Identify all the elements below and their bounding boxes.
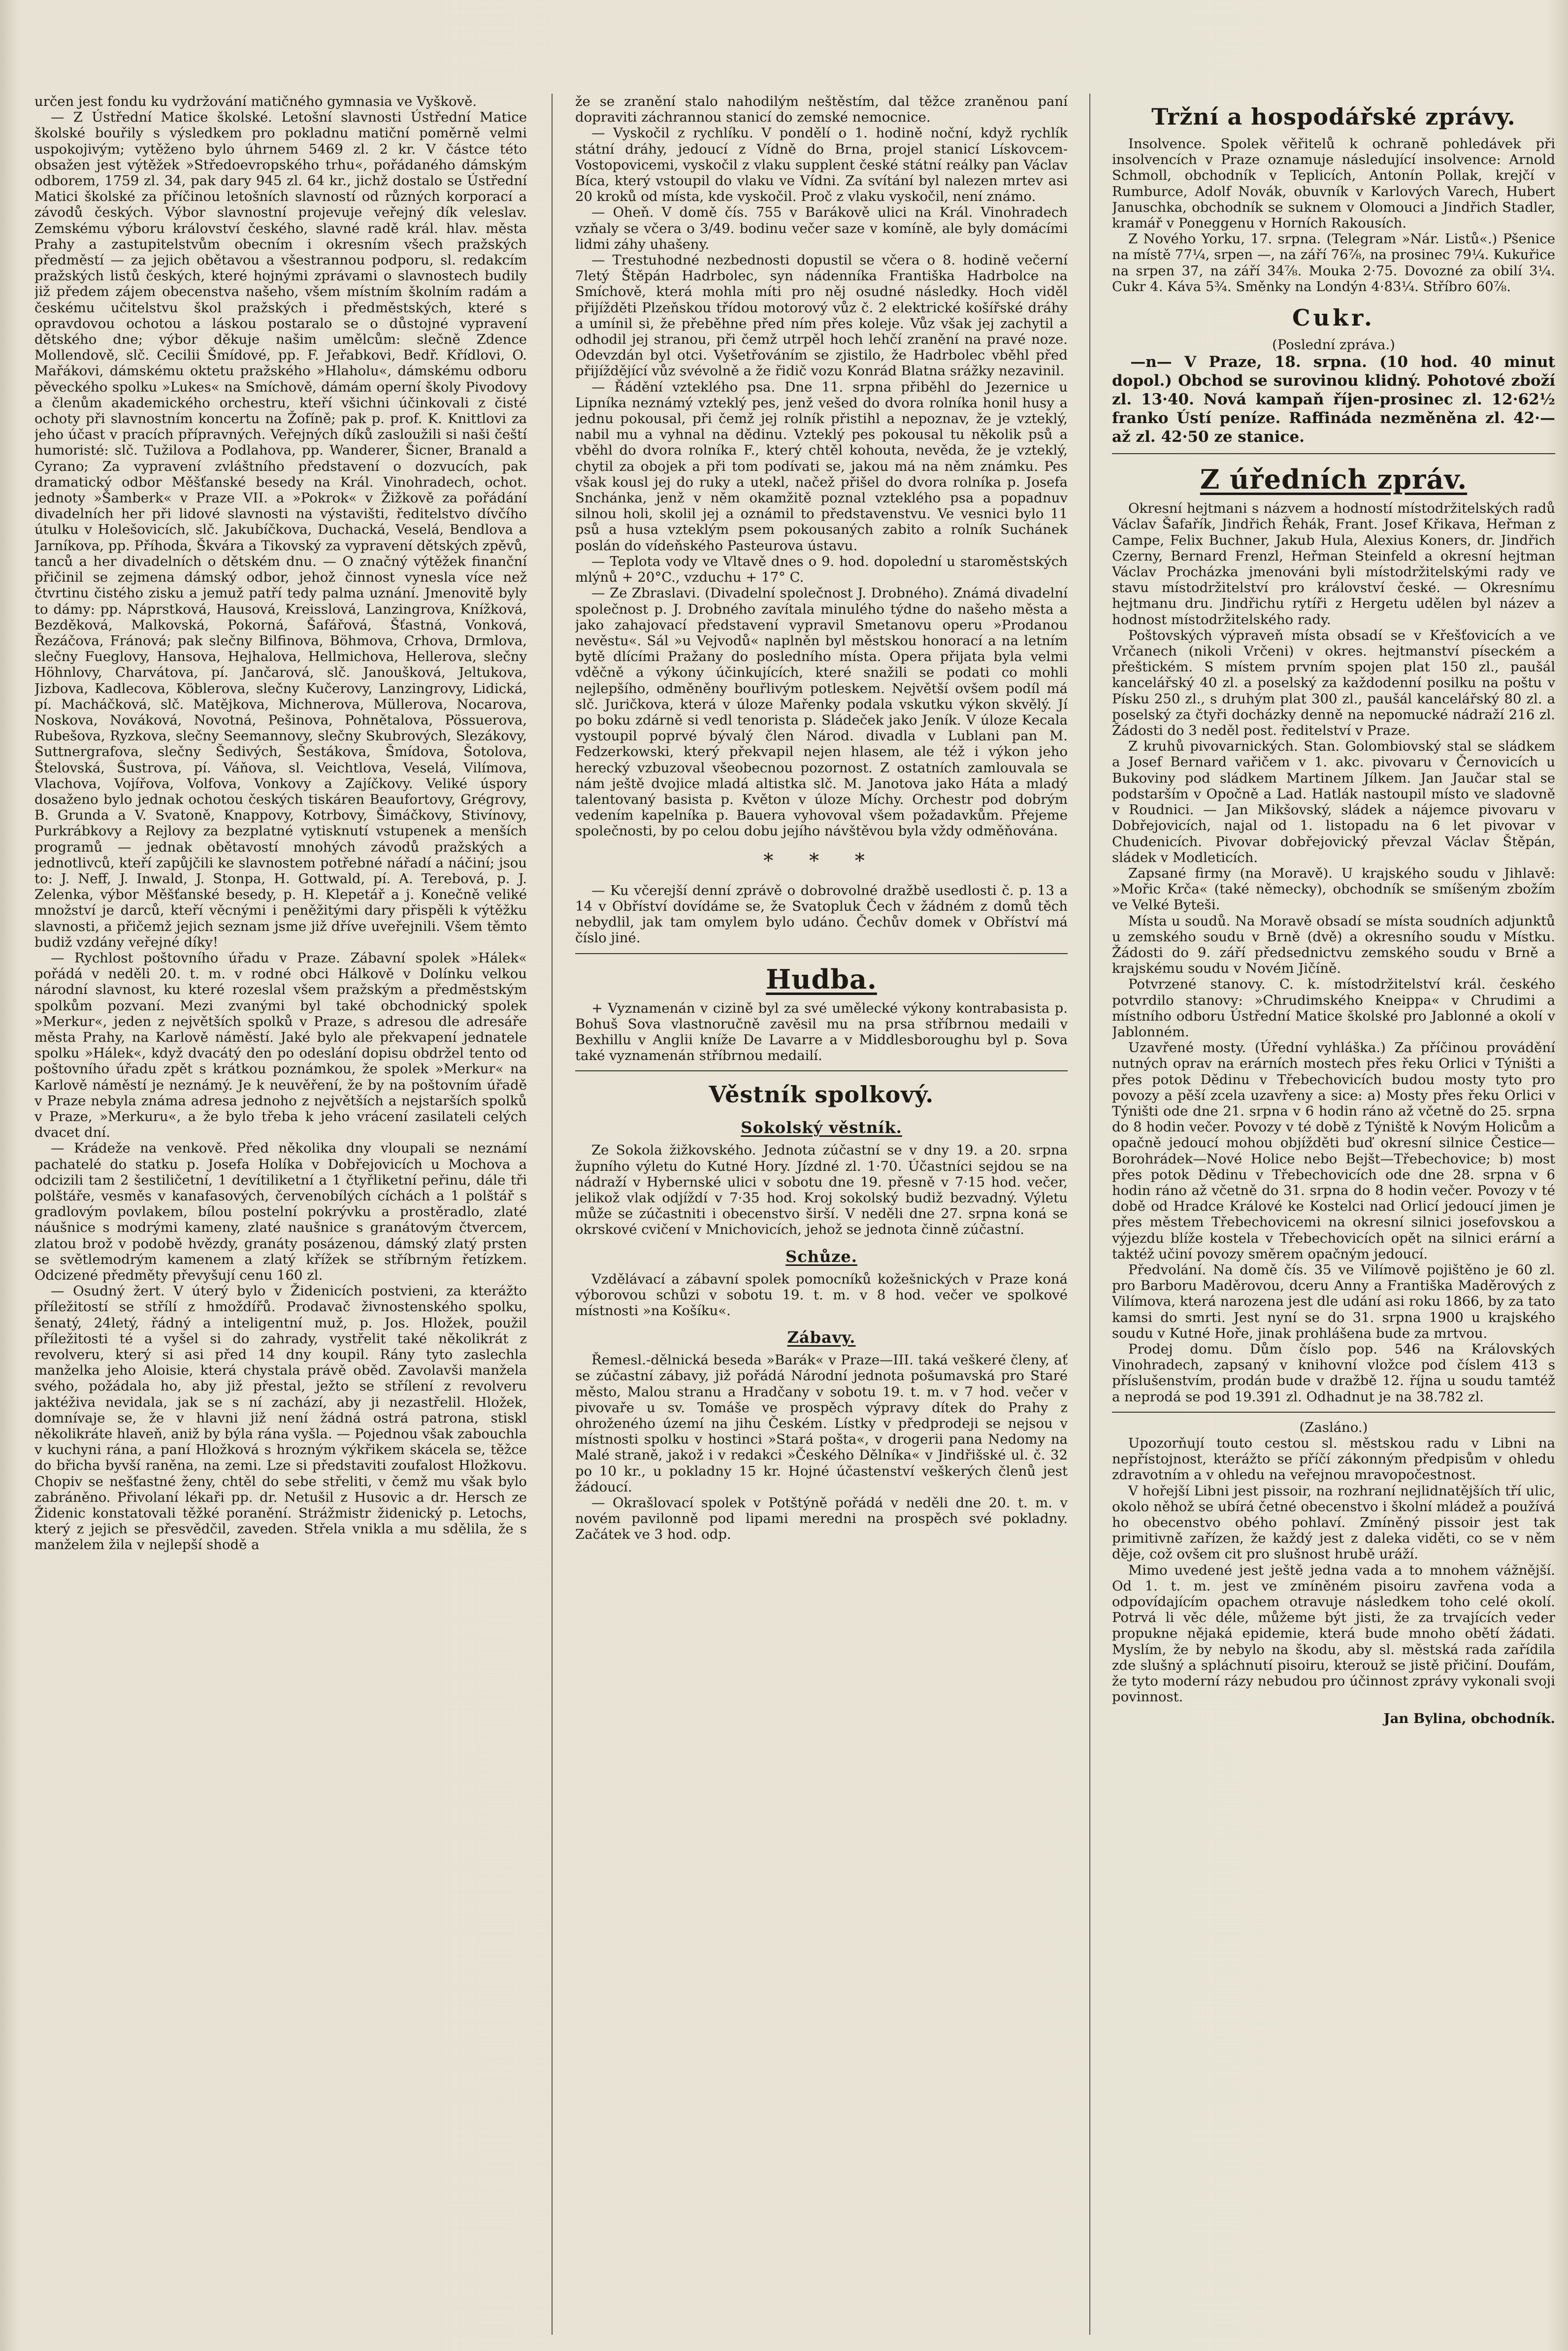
article-closed-bridges: Uzavřené mosty. (Úřední vyhláška.) Za příčinou provádění nutných oprav na erárních mostech přes řeku Orlici v Týništi a přes potok Dědinu v Třebechovicích budou mosty tyto pro povozy a pěší zcela uzavřeny a sice: a) Mosty přes řeku Orlici v Týništi ode dne 21. srpna v 6 hodin ráno až včetně do 25. srpna do 8 hodin večer. Povozy v té době z Týniště k Novým Holicům a opačně jedoucí mohou objížděti buď okresní silnice Čestice—Borohrádek—Nové Holice nebo Bejšt—Třebechovice; b) most přes potok Dědinu v Třebechovicích ode dne 28. srpna v 6 hodin ráno až včetně do 31. srpna do 8 hodin večer. Povozy v té době od Hradce Králové ke Kostelci nad Orlicí jedoucí jimen je přes městem Třebechovicemi na okresní silnici josefovskou a výjezdu blíže kostela v Třebechovicích opět na silnici erární a taktéž učiní povozy směrem opačným jedoucí. — [1112, 1040, 1555, 1262]
section-title-market-reports: Tržní a hospodářské zprávy. — [1151, 103, 1516, 130]
section-title-club-bulletin: Věstník spolkový. — [709, 1081, 934, 1108]
divider-line — [1112, 453, 1555, 454]
article-brewery-circles: Z kruhů pivovarnických. Stan. Golombiovský stal se sládkem a Josef Bernard vařičem v 1. akc. pivovaru v Černovicích u Bukoviny pod sládkem Martinem Jílkem. Jan Jaučar stal se podstarším v Opočně a Lad. Hatlák nastoupil místo ve sladovně v Roudnici. — Jan Mikšovský, sládek a nájemce pivovaru v Dobřejovicích, najal od 1. listopadu na 6 let pivovar v Chudenicích. Pivovar dobřejovický převzal Václav Štěpán, sládek v Modleticích. — [1112, 738, 1555, 865]
article-auction-correction: — Ku včerejší denní zprávě o dobrovolné dražbě usedlosti č. p. 13 a 14 v Obříství dovídáme se, že Svatopluk Čech v žádném z domů těch nebydlil, jak tam omylem bylo udáno. Čechův domek v Obříství má číslo jiné. — [575, 882, 1068, 946]
letter-paragraph-3: Mimo uvedené jest ještě jedna vada a to mnohem vážnější. Od 1. t. m. jest ve zmíněném pisoiru zavřena voda a odpovídajícím opachem otravuje následkem toho celé okolí. Potrvá li věc déle, můžeme být jisti, že za trvajících veder propukne nějaká epidemie, která bude mnoho obětí žádati. Myslím, že by nebylo na škodu, aby sl. městská rada zařídila zde slušný a spláchnutí pisoiru, kterouž se jistě přičiní. Doufám, že tyto moderní rázy nebudou pro účinnost zprávy vykonali svoji povinnost. — [1112, 1562, 1555, 1705]
article-water-temperature: — Teplota vody ve Vltavě dnes o 9. hod. dopolední u staroměstských mlýnů + 20°C., vzduchu + 17° C. — [575, 553, 1068, 586]
column-divider-2 — [1089, 94, 1090, 2335]
sugar-last-report-note: (Poslední zpráva.) — [1272, 337, 1395, 353]
article-new-york-telegram: Z Nového Yorku, 17. srpna. (Telegram »Nár. Listů«.) Pšenice na místě 77¼, srpen —, na září 76⅞, na prosinec 79¼. Kukuřice na srpen 37, na září 34⅞. Mouka 2·75. Dovozné za obilí 3¼. Cukr 4. Káva 5¾. Směnky na Londýn 4·83¼. Stříbro 60⅞. — [1112, 231, 1555, 295]
article-rabid-dog: — Řádění vzteklého psa. Dne 11. srpna přiběhl do Jezernice u Lipníka neznámý vzteklý pes, jenž vešed do dvora rolníka honil husy a jednu pokousal, při čemž jej rolník přistihl a nepoznav, že je vzteklý, nabil mu a vyhnal na dědinu. Vzteklý pes pokousal tu několik psů a vběhl do dvora rolníka F., který chtěl kohouta, nevěda, že je vzteklý, chytil za obojek a při tom podívati se, jakou má na něm známku. Pes však kousl jej do ruky a utekl, načež přišel do dvora rolníka p. Josefa Snchánka, jenž v něm okamžitě poznal vzteklého psa a popadnuv silnou holi, skolil jej a oznámil to představenstvu. Ve vesnici bylo 11 psů a husa vzteklým psem pokousaných zabito a rolník Suchánek poslán do vídeňského Pasteurova ústavu. — [575, 379, 1068, 554]
letter-paragraph-2: V hořejší Libni jest pissoir, na rozhraní nejlidnatějších tří ulic, okolo něhož se ubírá četné obecenstvo i školní mládež a používá ho obecenstvo obého pohlaví. Zmíněný pissoir jest tak primitivně zařízen, že každý jest z daleka viděti, co se v něm děje, což ovšem cit pro slušnost hrubě uráží. — [1112, 1483, 1555, 1562]
article-summons: Předvolání. Na domě čís. 35 ve Vilímově pojištěno je 60 zl. pro Barboru Maděrovou, dceru Anny a Františka Maděrových z Vilímova, která narozena jest dle udání asi roku 1866, by za tato kamsi do smrti. Jest nyní se do 31. srpna 1900 u krajského soudu v Kutné Hoře, jinak prohlášena bude za mrtvou. — [1112, 1261, 1555, 1341]
article-registered-firms: Zapsané firmy (na Moravě). U krajského soudu v Jihlavě: »Mořic Krča« (také německy), obchodník se smíšeným zbožím ve Velké Byteši. — [1112, 865, 1555, 913]
article-house-sale: Prodej domu. Dům číslo pop. 546 na Královských Vinohradech, zapsaný v knihovní vložce pod číslem 413 s příslušenstvím, prodán bude v dražbě 12. října u soudu tamtéž a neprodá se pod 19.391 zl. Odhadnut je na 38.782 zl. — [1112, 1341, 1555, 1405]
article-sokol-zizkov: Ze Sokola žižkovského. Jednota zúčastní se v dny 19. a 20. srpna župního výletu do Kutné Hory. Jízdné zl. 1·70. Účastníci sejdou se na nádraží v Hybernské ulici v sobotu dne 19. přesně v 7·15 hod. večer, jelikož vlak odjíždí v 7·35 hod. Kroj sokolský budiž bezvadný. Výletu může se zúčastniti i obecenstvo širší. V neděli dne 27. srpna koná se okrskové cvičení v Mnichovicích, jehož se jednota činně zúčastní. — [575, 1142, 1068, 1238]
column-divider-1 — [552, 94, 553, 2335]
article-zbraslav-theatre: — Ze Zbraslavi. (Divadelní společnost J. Drobného). Známá divadelní společnost p. J. Drobného zavítala minulého týdne do našeho města a jako zahajovací představení vypravil Smetanovu operu »Prodanou nevěstu«. Sál »u Vejvodů« naplněn byl městskou honorací a na letním bytě dlícími Pražany do posledního místa. Opera přijata byla velmi vděčně a výkony účinkujících, které snažili se podati co mohli nejlepšího, odměněny bouřlivým potleskem. Největší ovšem podíl má slč. Juričkova, která v úloze Mařenky podala vskutku výkon skvělý. Jí po boku zdárně si vedl tenorista p. Sládeček jako Jeník. V úloze Kecala vystoupil poprvé bývalý člen Národ. divadla v Lublani pan M. Fedzerkowski, který překvapil nejen hlasem, ale též i výkon jeho herecký vzbuzoval všeobecnou pozornost. Z ostatních zamlouvala se nám ještě dvojice mladá altistka slč. M. Janotova jako Háta a mladý talentovaný basista p. Květon v úloze Míchy. Orchestr pod dobrým vedením kapelníka p. Bauera vyhovoval všem požadavkům. Přejeme společnosti, by po celou dobu jejího návštěvou byla vždy odměňována. — [575, 585, 1068, 839]
article-approved-statutes: Potvrzené stanovy. C. k. místodržitelství král. českého potvrdilo stanovy: »Chrudimského Kneippa« v Chrudimi a místního odboru Ústřední Matice školské pro Jablonné a okolí v Jablonném. — [1112, 976, 1555, 1040]
subsection-title-entertainments: Zábavy. — [787, 1328, 856, 1347]
article-gymnasium-fragment: určen jest fondu ku vydržování matičného gymnasia ve Vyškově. — [34, 94, 477, 109]
letter-paragraph-1: Upozorňují touto cestou sl. městskou radu v Libni na nepřístojnost, kterážto se příčí zákonným předpisům v ohledu zdravotním a v ohledu na veřejnou mravopočestnost. — [1112, 1435, 1555, 1483]
article-fatal-joke: — Osudný žert. V úterý bylo v Židenicích postvieni, za kterážto příležitostí se střílí z hmoždířů. Prodavač živnostenského spolku, šenatý, 24letý, řádný a inteligentní muž, p. Jos. Hložek, použil příležitosti té a vyšel si do zahrady, vystřelit také několikrát z revolveru, který si asi před 14 dny koupil. Rány tyto zaslechla manželka jeho Aloisie, která chystala právě oběd. Zavolavši manžela svého, požádala ho, aby již přestal, ježto se střílení z revolveru jaktéživa nevidala, jak se s ní zachází, aby ji nezastřelil. Hložek, domnívaje se, že v hlavni již není žádná ostrá patrona, stiskl několikráte hlaveň, aniž by býla rána vyšla. — Pojednou však zabouchla v kuchyni rána, a paní Hložková s hrozným výkřikem skácela se, těžce do břicha byvší raněna, na zemi. Lze si představiti zoufalost Hložkovu. Chopiv se nešťastné ženy, chtěl do sebe střeliti, v čemž mu však bylo zabráněno. Přivolaní lékaři pp. dr. Netušil z Husovic a dr. Hersch ze Židenic konstatovali těžké poranění. Strážmistr židenický p. Letochs, který z jejich se přesvědčil, zaveden. Střela vnikla a mu sdělila, že s manželem žila v nejlepší shodě a — [34, 1283, 527, 1553]
column-middle — [575, 94, 1068, 2330]
article-sugar-prague: —n— V Praze, 18. srpna. (10 hod. 40 minut dopol.) Obchod se surovinou klidný. Pohotové zboží zl. 13·40. Nová kampaň říjen-prosinec zl. 12·62½ franko Ústí peníze. Raffináda nezměněna zl. 42·— až zl. 42·50 ze stanice. — [1112, 353, 1555, 446]
article-court-positions: Místa u soudů. Na Moravě obsadí se místa soudních adjunktů u zemského soudu v Brně (dvě) a okresního soudu v Místku. Žádosti do 9. září předsednictvu zemského soudu v Brně a krajskému soudu v Novém Jičíně. — [1112, 913, 1555, 977]
subsection-title-meetings: Schůze. — [785, 1247, 857, 1266]
article-district-governors: Okresní hejtmani s názvem a hodností místodržitelských radů Václav Šafařík, Jindřich Řehák, Frant. Josef Křikava, Heřman z Campe, Felix Buchner, Jakub Hula, Alexius Koners, dr. Jindřich Czerny, Bernard Frenzl, Heřman Steinfeld a okresní hejtman Václav Procházka jmenováni byli místodržitelskými rady ve stavu místodržitelství pro království české. — Okresnímu hejtmanu dru. Jindřichu rytíři z Hergetu udělen byl název a hodnost místodržitelského rady. — [1112, 500, 1555, 628]
article-barak-party: Řemesl.-dělnická beseda »Barák« v Praze—III. taká veškeré členy, ať se zúčastní zábavy, již pořádá Národní jednota pošumavská pro Staré město, Malou stranu a Hradčany v sobotu 19. t. m. v 7 hod. večer v pivovaře u sv. Tomáše ve prospěch výpravy dítek do Prahy z ohroženého území na jihu Českém. Lístky v předprodeji se nejsou v místnosti spolku v hostinci »Stará pošta«, v drogerii pana Nedomy na Malé straně, jakož i v redakci »Českého Dělníka« v Jindřišské ul. č. 32 po 10 kr., u pokladny 15 kr. Hojné účastenství veškerých členů jest žádoucí. — [575, 1352, 1068, 1495]
column-left — [34, 94, 527, 2330]
article-insolvencies: Insolvence. Spolek věřitelů k ochraně pohledávek při insolvencích v Praze oznamuje následující insolvence: Arnold Schmoll, obchodník v Teplicích, Antonín Pollak, krejčí v Rumburce, Adolf Novák, obuvník v Karlových Varech, Hubert Januschka, obchodník se suknem v Olomouci a Jindřich Stadler, kramář v Poneggenu v Horních Rakousích. — [1112, 136, 1555, 232]
article-country-thefts: — Krádeže na venkově. Před několika dny vloupali se neznámí pachatelé do statku p. Josefa Holíka v Dobřejovicích u Mochova a odcizili tam 2 šestiličetní, 1 devítiliketní a 1 čtyřliketní peřinu, dále tři polštáře, vesměs v kanafasových, červenobílých cíchách a 1 polštář s gradlovým povlakem, bílou postelní pokrývku a prostěradlo, zlaté náušnice s modrými kameny, zlaté naušnice s granátovým čtvercem, zlatou brož v podobě hvězdy, granáty posázenou, dámský zlatý prsten se světlemodrým kamenem a zlatý křížek se stříbrným řetízkem. Odcizené předměty převyšují cenu 160 zl. — [34, 1140, 527, 1284]
letter-signature: Jan Bylina, obchodník. — [1383, 1711, 1555, 1727]
column-right — [1112, 94, 1555, 2330]
article-jumped-from-train: — Vyskočil z rychlíku. V pondělí o 1. hodině noční, když rychlík státní dráhy, jedoucí z Vídně do Brna, projel stanicí Lískovcem-Vostopovicemi, vyskočil z vlaku supplent české státní reálky pan Václav Bíca, který vstoupil do vlaku ve Vídni. Za svítání byl nalezen mrtev asi 20 kroků od místa, kde vyskočil. Proč z vlaku vyskočil, není známo. — [575, 125, 1068, 205]
section-title-official-reports: Z úředních zpráv. — [1200, 464, 1468, 496]
article-music-award: + Vyznamenán v cizině byl za své umělecké výkony kontrabasista p. Bohuš Sova vlastnoručně zavěsil mu na prsa stříbrnou medaili v Bexhillu v Anglii kníže De Lavarre a v Middlesboroughu byl p. Sova také vyznamenán stříbrnou medailí. — [575, 1000, 1068, 1064]
section-title-sugar: Cukr. — [1292, 304, 1375, 331]
article-postal-office-speed: — Rychlost poštovního úřadu v Praze. Zábavní spolek »Hálek« pořádá v neděli 20. t. m. v rodné obci Hálkově v Dolínku velkou národní slavnost, ku které rozeslal všem pražským a předměstským spolkům pozvaní. Mezi zvanými byl také obchodnický spolek »Merkur«, jeden z největších spolků v Praze, s adresou dle adresáře města Prahy, na Karlově náměstí. Jaké bylo ale překvapení jednatele spolku »Hálek«, když dvacátý den po odeslání dopisu obdržel tento od poštovního úřadu zpět s krátkou poznámkou, že spolek »Merkur« na Karlově náměstí je neznámý. Je k neuvěření, že by na poštovním úřadě v Praze nebyla známa adresa jednoho z největších a nejstarších spolků v Praze, »Merkuru«, a že bylo třeba k jeho vrácení zasilateli celých dvacet dní. — [34, 950, 527, 1141]
divider-line — [1112, 1412, 1555, 1413]
section-title-music: Hudba. — [766, 963, 877, 995]
article-potstyn-party: — Okrašlovací spolek v Potštýně pořádá v neděli dne 20. t. m. v novém pavilonně pod lipami meredni na prospěch své pokladny. Začátek ve 3 hod. odp. — [575, 1495, 1068, 1543]
divider-line — [575, 1070, 1068, 1071]
article-furriers-meeting: Vzdělávací a zábavní spolek pomocníků kožešnických v Praze koná výborovou schůzi v sobotu 19. t. m. v 8 hod. večer ve spolkové místnosti »na Košíku«. — [575, 1271, 1068, 1319]
article-ustredni-matice: — Z Ústřední Matice školské. Letošní slavnosti Ústřední Matice školské bouřily s výsledkem pro pokladnu matiční poměrně velmi uspokojivým; vytěženo bylo úhrnem 5469 zl. 2 kr. V částce této obsažen jest výtěžek »Středoevropského trhu«, pořádaného dámským odborem, 1759 zl. 34, pak dary 945 zl. 64 kr., jichž dostalo se Ústřední Matici školské za příčinou letošních slavností od různých korporací a závodů českých. Výbor slavnostní projevuje veřejný dík veleslav. Zemskému výboru království českého, slavné radě král. hlav. města Prahy a zastupitelstvům obecním i okresním všech pražských předměstí — za jejich obětavou a všestrannou podporu, sl. redakcím pražských listů českých, které hojnými zprávami o slavnostech budily již předem zájem obecenstva našeho, všem místním školním radám a českému učitelstvu škol pražských i předměstských, které s opravdovou ochotou a láskou postaralo se o důstojné vypravení dětského dne; výbor děkuje našim umělcům: slečně Zdence Mollendově, slč. Cecilii Šmídové, pp. F. Jeřabkovi, Bedř. Křídlovi, O. Mařákovi, dámskému oktetu pražského »Hlaholu«, dámskému odboru pěveckého spolku »Lukes« na Smíchově, dámám operní školy Pivodovy a členům akademického orchestru, kteří všichni účinkovali z čisté ochoty při slavnostním koncertu na Žofíně; pak p. prof. K. Knittlovi za jeho účast v pracích přípravných. Veřejných díků zasloužili si naši čeští humoristé: slč. Tužilova a Podlahova, pp. Wanderer, Šicner, Branald a Cyrano; Za vypravení zvláštního představení o dozvucích, pak dramatický odbor Měšťanské besedy na Král. Vinohradech, ochot. jednoty »Šamberk« v Praze VII. a »Pokrok« v Žižkově za pořádání divadelních her při lidové slavnosti na výstavišti, ředitelstvo dívčího útulku v Holešovicích, slč. Jakubíčkova, Duchacká, Veselá, Bendlova a Jarníkova, pp. Příhoda, Škvára a Tikovský za vypravení dětských zpěvů, tanců a her divadelních o dětském dnu. — O značný výtěžek finanční přičinil se zejmena dámský odbor, jehož činnost vynesla více než čtvrtinu čistého zisku a jemuž patří tedy palma uznání. Jmenovitě byly to dámy: pp. Náprstková, Hausová, Kreisslová, Lanzingrova, Knížková, Bezděková, Malkovská, Pokorná, Šafářová, Šťastná, Vonková, Řezáčova, Fránová; pak slečny Bilfinova, Böhmova, Crhova, Drmlova, slečny Fueglovy, Hansova, Hejhalova, Hellmichova, Hellerova, slečny Höhnlovy, Charvátova, pí. Jančarová, slč. Janoušková, Jeltukova, Jizbova, Kadlecova, Köblerova, slečny Kučerovy, Lanzingrovy, Lidická, pí. Macháčková, slč. Matějkova, Michnerova, Müllerova, Nocarova, Noskova, Nováková, Novotná, Pešinova, Pohnětalova, Pössuerova, Rubešova, Ryzkova, slečny Seemannovy, slečny Skubrových, Slezákovy, Suttnergrafova, slečny Šedivých, Šestákova, Šmídova, Šotolova, Štelovská, Šustrova, pí. Váňova, sl. Veichtlova, Veselá, Vilímova, Vlachova, Vojířova, Volfova, Vonkovy a Zajíčkovy. Veliké úspory dosaženo bylo jednak ochotou českých tiskáren Beaufortovy, Grégrovy, B. Grunda a V. Svatoně, Knappovy, Kotrbovy, Šimáčkovy, Stivínovy, Purkrábkovy a Rejlovy za bezplatné vytisknutí vstupenek a menších programů — jednak obětavostí mnohých závodů pražských a jednotlivců, kteří zapůjčili ke slavnostem potřebné nářadí a náčiní; jsou to: J. Neff, J. Inwald, J. Stonpa, H. Gottwald, pí. A. Terebová, p. J. Zelenka, výbor Měšťanské besedy, p. H. Klepetář a j. Konečně veliké množství je darců, kteří věcnými i peněžitými dary přispěli k výtěžku slavnosti, a přičemž jejich seznam jsme již dříve uveřejnili. Všem těmto budiž vzdány veřejné díky! — [34, 109, 527, 950]
divider-line — [575, 953, 1068, 954]
article-postal-vacancies: Poštovských výpraveň místa obsadí se v Křešťovicích a ve Vrčanech (nikoli Vrčeni) v okres. hejtmanství píseckém a přeštickém. S místem prvním spojen plat 150 zl., paušál kancelářský 40 zl. a poselský za každodenní posilku na poštu v Písku 250 zl., s druhým plat 300 zl., paušál kancelářský 80 zl. a poselský za čtyři docházky denně na nepomucké nádraží 216 zl. Žádosti do 3 neděl post. ředitelství v Praze. — [1112, 627, 1555, 739]
article-fire: — Oheň. V domě čís. 755 v Barákově ulici na Král. Vinohradech vzňaly se včera o 3/49. bodinu večer saze v komíně, ale byly domácími lidmi záhy uhašeny. — [575, 204, 1068, 252]
article-fatal-joke-continued: že se zranění stalo nahodilým neštěstím, dal těžce zraněnou paní dopraviti záchrannou stanicí do zemské nemocnice. — [575, 94, 1068, 126]
subsection-title-sokol: Sokolský věstník. — [741, 1118, 902, 1137]
sent-in-label: (Zasláno.) — [1299, 1419, 1368, 1435]
article-boy-tram: — Trestuhodné nezbednosti dopustil se včera o 8. hodině večerní 7letý Štěpán Hadrbolec, syn nádenníka Františka Hadrbolce na Smíchově, která mohla míti pro něj osudné následky. Hoch viděl přijížděti Plzeňskou třídou motorový vůz č. 2 elektrické košířské dráhy a umínil si, že přeběhne před ním přes koleje. Vůz však jej zachytil a odhodil jej stranou, při čemž utrpěl hoch lehčí zranění na pravé noze. Odevzdán byl otci. Vyšetřováním se zjistilo, že Hadrbolec vběhl před přijíždějící vůz svévolně a že řidič vozu Konrád Blatna srážky nezavinil. — [575, 252, 1068, 379]
section-stars-divider: * * * — [763, 849, 880, 872]
